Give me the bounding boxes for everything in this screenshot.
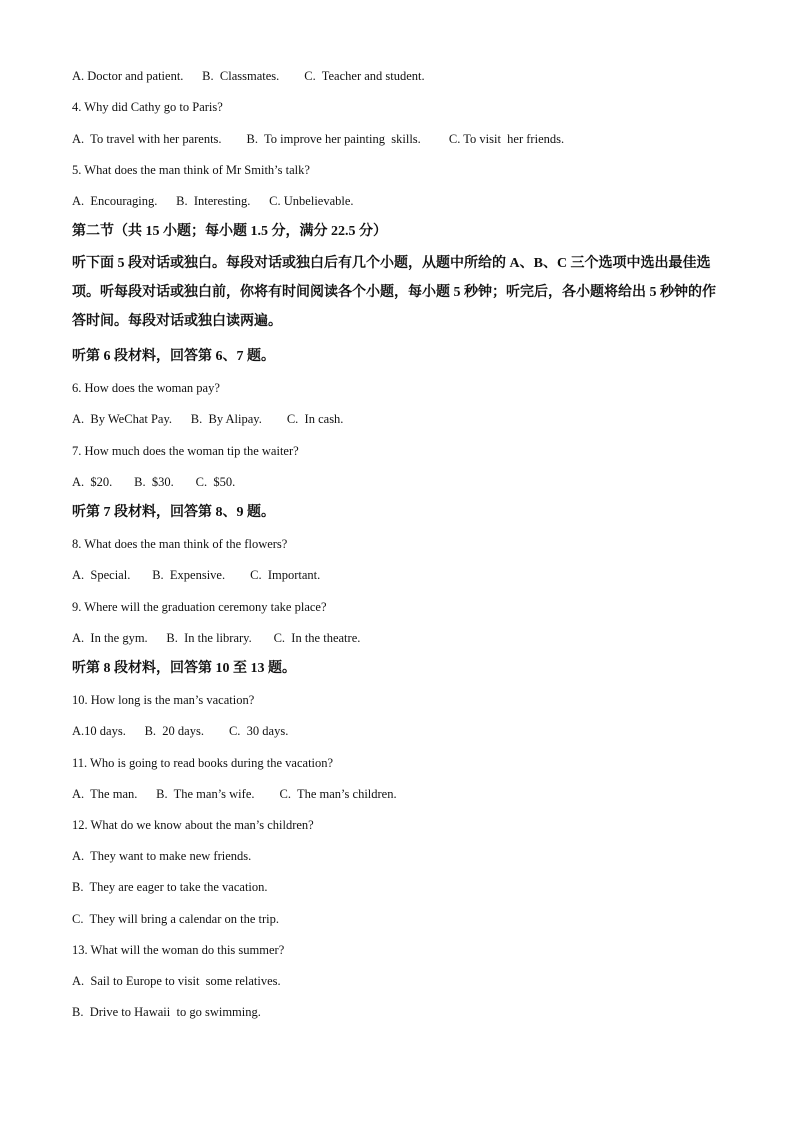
question-13: 13. What will the woman do this summer? xyxy=(72,943,285,957)
q12-option-b: B. They are eager to take the vacation. xyxy=(72,880,268,894)
question-9: 9. Where will the graduation ceremony take place? xyxy=(72,600,327,614)
section-2-title: 第二节（共 15 小题；每小题 1.5 分，满分 22.5 分） xyxy=(72,224,387,239)
q13-option-b: B. Drive to Hawaii to go swimming. xyxy=(72,1005,261,1019)
question-5: 5. What does the man think of Mr Smith’s talk? xyxy=(72,163,310,177)
question-6: 6. How does the woman pay? xyxy=(72,381,220,395)
material-8-heading: 听第 8 段材料，回答第 10 至 13 题。 xyxy=(72,661,296,676)
q12-option-a: A. They want to make new friends. xyxy=(72,849,252,863)
q9-options: A. In the gym. B. In the library. C. In the theatre. xyxy=(72,631,361,645)
q13-option-a: A. Sail to Europe to visit some relatives. xyxy=(72,974,281,988)
q12-option-c: C. They will bring a calendar on the trip. xyxy=(72,912,280,926)
q6-options: A. By WeChat Pay. B. By Alipay. C. In cash. xyxy=(72,412,344,426)
question-8: 8. What does the man think of the flowers? xyxy=(72,537,288,551)
material-6-heading: 听第 6 段材料，回答第 6、7 题。 xyxy=(72,349,275,364)
q4-options: A. To travel with her parents. B. To improve her painting skills. C. To visit her friends. xyxy=(72,132,565,146)
material-7-heading: 听第 7 段材料，回答第 8、9 题。 xyxy=(72,505,275,520)
q10-options: A.10 days. B. 20 days. C. 30 days. xyxy=(72,724,289,738)
question-12: 12. What do we know about the man’s children? xyxy=(72,818,314,832)
q11-options: A. The man. B. The man’s wife. C. The man’s children. xyxy=(72,787,397,801)
q3-options: A. Doctor and patient. B. Classmates. C. Teacher and student. xyxy=(72,69,425,83)
question-7: 7. How much does the woman tip the waiter? xyxy=(72,444,299,458)
q7-options: A. $20. B. $30. C. $50. xyxy=(72,475,236,489)
section-2-instructions: 听下面 5 段对话或独白。每段对话或独白后有几个小题，从题中所给的 A、B、C 三个选项中选出最佳选项。听每段对话或独白前，你将有时间阅读各个小题，每小题 5 秒钟；听完后，各小题将给出 5 秒钟的作答时间。每段对话或独白读两遍。 xyxy=(72,256,716,329)
question-10: 10. How long is the man’s vacation? xyxy=(72,693,255,707)
q5-options: A. Encouraging. B. Interesting. C. Unbelievable. xyxy=(72,194,354,208)
q8-options: A. Special. B. Expensive. C. Important. xyxy=(72,568,321,582)
question-11: 11. Who is going to read books during the vacation? xyxy=(72,756,334,770)
question-4: 4. Why did Cathy go to Paris? xyxy=(72,100,223,114)
